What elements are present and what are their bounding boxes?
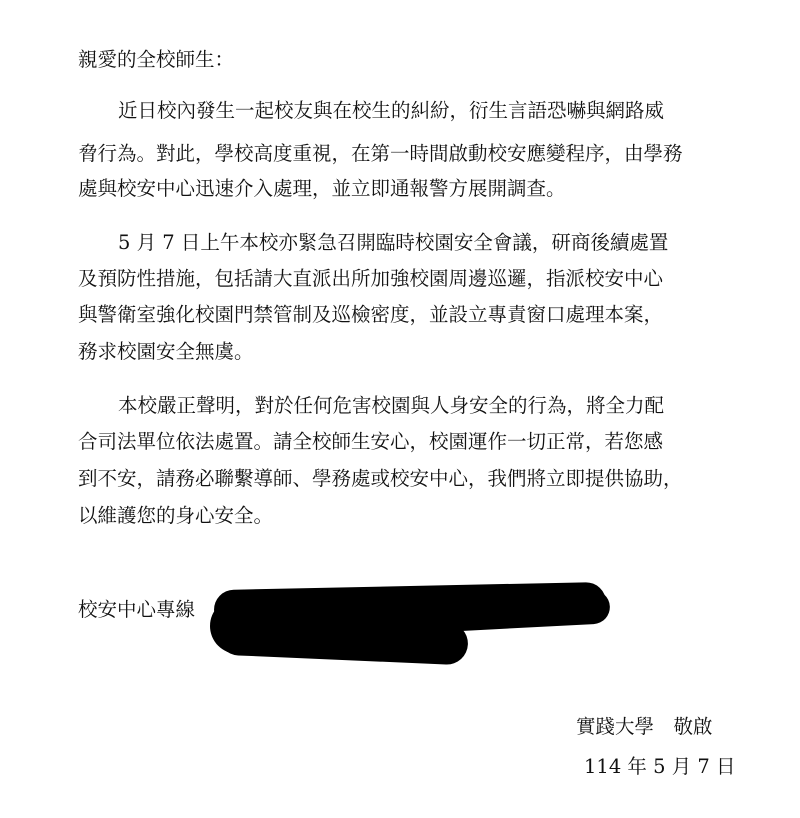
- paragraph-2-line-2: 及預防性措施，包括請大直派出所加強校園周邊巡邏，指派校安中心: [78, 267, 664, 290]
- paragraph-3-line-4: 以維護您的身心安全。: [78, 504, 274, 527]
- paragraph-2-line-3: 與警衛室強化校園門禁管制及巡檢密度，並設立專責窗口處理本案，: [78, 303, 664, 326]
- paragraph-2-line-1: 5 月 7 日上午本校亦緊急召開臨時校園安全會議，研商後續處置: [118, 231, 669, 254]
- paragraph-1-line-3: 處與校安中心迅速介入處理，並立即通報警方展開調查。: [78, 177, 566, 200]
- letter-date: 114 年 5 月 7 日: [584, 755, 736, 778]
- paragraph-1-line-2: 脅行為。對此，學校高度重視，在第一時間啟動校安應變程序，由學務: [78, 142, 683, 165]
- paragraph-1-line-1: 近日校內發生一起校友與在校生的糾紛，衍生言語恐嚇與網路威: [118, 99, 665, 122]
- paragraph-2-line-4: 務求校園安全無虞。: [78, 340, 254, 363]
- salutation: 親愛的全校師生：: [78, 48, 235, 71]
- paragraph-3-line-3: 到不安，請務必聯繫導師、學務處或校安中心，我們將立即提供協助，: [78, 467, 683, 490]
- signature: 實踐大學 敬啟: [576, 715, 713, 738]
- hotline-label: 校安中心專線: [78, 598, 196, 621]
- paragraph-3-line-1: 本校嚴正聲明，對於任何危害校園與人身安全的行為，將全力配: [118, 394, 665, 417]
- paragraph-3-line-2: 合司法單位依法處置。請全校師生安心，校園運作一切正常，若您感: [78, 430, 664, 453]
